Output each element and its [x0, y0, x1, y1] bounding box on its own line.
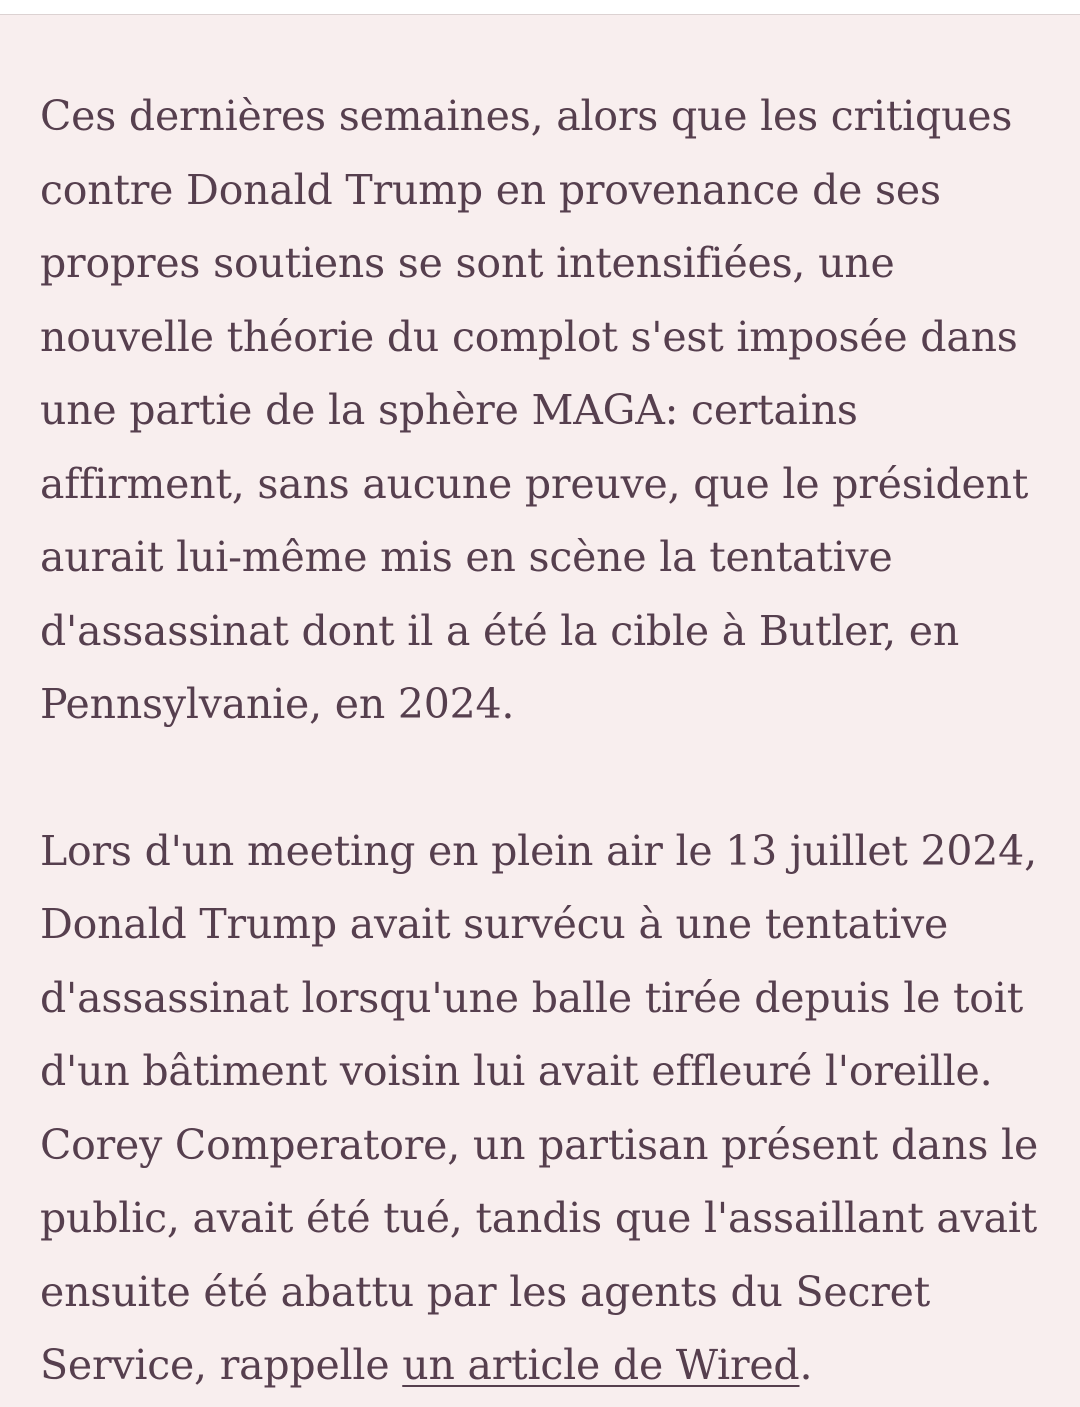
- paragraph-2-text: Lors d'un meeting en plein air le 13 juillet 2024, Donald Trump avait survécu à une tentative d'assassinat lorsqu'une balle tirée depuis le toit d'un bâtiment voisin lui avait effleuré l'oreille. Corey Comperatore, un partisan présent dans le public, avait été tué, tandis que l'assaillant avait ensuite été abattu par les agents du Secret Service, rappelle: [40, 826, 1039, 1389]
- paragraph-2-end: .: [799, 1341, 813, 1389]
- paragraph-1: [40, 80, 1050, 742]
- paragraph-2: [40, 815, 1050, 1403]
- wired-article-link[interactable]: un article de Wired: [402, 1341, 800, 1389]
- paragraph-1-text: Ces dernières semaines, alors que les critiques contre Donald Trump en provenance de ses propres soutiens se sont intensifiées, une nouvelle théorie du complot s'est imposée dans une partie de la sphère MAGA: certains affirment, sans aucune preuve, que le président aurait lui-même mis en scène la tentative d'assassinat dont il a été la cible à Butler, en Pennsylvanie, en 2024.: [40, 92, 1029, 728]
- top-divider: [0, 0, 1080, 15]
- article-body: [40, 80, 1050, 1403]
